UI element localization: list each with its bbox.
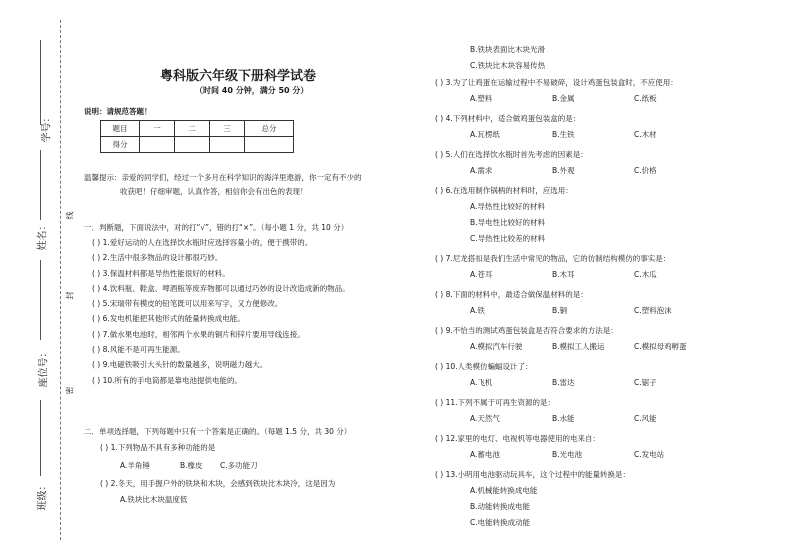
option[interactable]: A.苍耳: [470, 270, 493, 279]
section1-heading: 一．判断题，下面说法中，对的打“√”，错的打“×”。（每小题 1 分，共 10 分）: [84, 223, 349, 232]
question-text[interactable]: ( ) 9.不恰当的测试鸡蛋包装盒是否符合要求的方法是：: [435, 326, 618, 335]
name-label: 姓名：: [37, 220, 49, 251]
option[interactable]: B.外观: [552, 166, 575, 175]
instruction: 说明：请规范答题！: [84, 107, 152, 116]
options-row: [435, 165, 716, 185]
option[interactable]: B.雷达: [552, 378, 575, 387]
option[interactable]: C.电能转换成动能: [470, 518, 531, 527]
judgment-item[interactable]: ( ) 4.饮料瓶、鞋盒、啤酒瓶等废弃物都可以通过巧妙的设计改造成新的物品。: [92, 283, 350, 293]
tip-line-1: 温馨提示：亲爱的同学们，经过一个多月在科学知识的海洋里遨游，你一定有不少的: [84, 173, 362, 182]
q1-options: [120, 460, 302, 471]
judgment-item[interactable]: ( ) 1.爱好运动的人在选择饮水瓶时应选择容量小的，便于携带的。: [92, 238, 313, 247]
score-table: [100, 120, 294, 153]
exam-title: 粤科版六年级下册科学试卷: [160, 69, 317, 84]
option[interactable]: C.木材: [634, 130, 657, 139]
options-row: [435, 377, 716, 397]
judgment-item[interactable]: ( ) 6.发电机能把其他形式的能量转换成电能。: [92, 314, 245, 324]
score-cell[interactable]: [245, 137, 294, 153]
question-text[interactable]: ( ) 8.下面的材料中，最适合做保温材料的是：: [435, 290, 588, 299]
q2-option-a[interactable]: A.铁块比木块温度低: [120, 495, 188, 504]
options-row: [435, 129, 716, 149]
seal-char-seal: 封: [65, 291, 75, 300]
judgment-item[interactable]: ( ) 8.风能不是可再生能源。: [92, 345, 185, 355]
option[interactable]: A.塑料: [470, 94, 493, 103]
question-text[interactable]: ( ) 13.小明用电池驱动玩具车，这个过程中的能量转换是：: [435, 470, 631, 479]
options-row: [435, 413, 716, 433]
options-row: [435, 305, 716, 325]
question-text[interactable]: ( ) 4.下列材料中，适合做鸡蛋包装盒的是：: [435, 114, 581, 123]
question-text[interactable]: ( ) 11.下列不属于可再生资源的是：: [435, 398, 556, 407]
question-text[interactable]: ( ) 6.在选用制作锅柄的材料时，应选用：: [435, 186, 573, 195]
judgment-item[interactable]: ( ) 10.所有的手电筒都是靠电池提供电能的。: [92, 375, 243, 385]
score-cell[interactable]: [140, 137, 175, 153]
option[interactable]: C.模拟母鸡孵蛋: [634, 342, 687, 351]
option[interactable]: B.铜: [552, 306, 568, 315]
seat-no-line[interactable]: [40, 260, 41, 340]
option[interactable]: C.多功能刀: [220, 461, 258, 470]
option[interactable]: B.金属: [552, 94, 575, 103]
q2-option-c[interactable]: C.铁块比木块容易传热: [470, 61, 546, 70]
question-block: [435, 77, 716, 533]
score-header-cell: 题目: [101, 121, 140, 137]
class-line[interactable]: [40, 400, 41, 476]
option[interactable]: C.导热性比较差的材料: [470, 234, 546, 243]
section2-heading: 二．单项选择题，下列每题中只有一个答案是正确的。（每题 1.5 分，共 30 分）: [84, 427, 352, 436]
seal-char-line: 线: [65, 211, 75, 220]
option[interactable]: B.导电性比较好的材料: [470, 218, 546, 227]
seal-char-secret: 密: [65, 386, 75, 395]
student-no-line[interactable]: [40, 40, 41, 125]
question-text[interactable]: ( ) 3.为了让鸡蛋在运输过程中不易破碎，设计鸡蛋包装盒时，不应使用：: [435, 78, 678, 87]
score-header-cell: 一: [140, 121, 175, 137]
judgment-item[interactable]: ( ) 9.电磁铁吸引大头针的数量越多，说明磁力越大。: [92, 360, 268, 370]
option[interactable]: B.动能转换成电能: [470, 502, 531, 511]
options-row: [435, 449, 716, 469]
seal-line: [60, 20, 61, 540]
option[interactable]: C.价格: [634, 166, 657, 175]
option[interactable]: B.橡皮: [180, 461, 203, 470]
option[interactable]: C.发电站: [634, 450, 665, 459]
option[interactable]: C.木瓜: [634, 270, 657, 279]
option[interactable]: A.蓄电池: [470, 450, 500, 459]
option[interactable]: A.机械能转换成电能: [470, 486, 538, 495]
option[interactable]: A.瓦楞纸: [470, 130, 500, 139]
option[interactable]: B.木耳: [552, 270, 575, 279]
options-row: [435, 269, 716, 289]
class-label: 班级：: [37, 480, 49, 511]
score-header-cell: 总分: [245, 121, 294, 137]
judgment-item[interactable]: ( ) 5.宋瑞带有模皮的铅笔既可以用来写字，又方便修改。: [92, 299, 283, 309]
q2-option-b[interactable]: B.铁块表面比木块光滑: [470, 45, 546, 54]
question-text[interactable]: ( ) 12.家里的电灯、电视机等电器使用的电来自：: [435, 434, 601, 443]
option[interactable]: B.生铁: [552, 130, 575, 139]
option[interactable]: B.模拟工人搬运: [552, 342, 605, 351]
judgment-list: [92, 237, 350, 390]
option[interactable]: B.水能: [552, 414, 575, 423]
score-cell[interactable]: [175, 137, 210, 153]
option[interactable]: A.飞机: [470, 378, 493, 387]
score-header-cell: 二: [175, 121, 210, 137]
option[interactable]: A.模拟汽车行驶: [470, 342, 523, 351]
score-header-cell: 三: [210, 121, 245, 137]
option[interactable]: A.羊角锤: [120, 461, 150, 470]
option[interactable]: A.需求: [470, 166, 493, 175]
question-text[interactable]: ( ) 10.人类模仿蝙蝠设计了：: [435, 362, 533, 371]
score-row-label: 得分: [101, 137, 140, 153]
judgment-item[interactable]: ( ) 7.做水果电池时，相邻两个水果的铜片和锌片要用导线连接。: [92, 329, 305, 339]
student-no-label: 学号：: [41, 112, 53, 143]
tip-line-2: 收获吧！仔细审题，认真作答，相信你会有出色的表现！: [120, 187, 308, 196]
exam-subtitle: （时间 40 分钟，满分 50 分）: [195, 86, 309, 95]
option[interactable]: C.塑料泡沫: [634, 306, 672, 315]
question-1[interactable]: ( ) 1.下列物品不具有多种功能的是: [100, 443, 216, 452]
option[interactable]: B.光电池: [552, 450, 583, 459]
score-cell[interactable]: [210, 137, 245, 153]
options-row: [435, 341, 716, 361]
options-row: [435, 93, 716, 113]
option[interactable]: A.天然气: [470, 414, 500, 423]
option[interactable]: C.纸板: [634, 94, 657, 103]
option[interactable]: C.锯子: [634, 378, 657, 387]
seat-no-label: 座位号：: [38, 347, 50, 388]
option[interactable]: C.风能: [634, 414, 657, 423]
question-text[interactable]: ( ) 5.人们在选择饮水瓶时首先考虑的因素是：: [435, 150, 588, 159]
name-line[interactable]: [40, 150, 41, 220]
option[interactable]: A.导热性比较好的材料: [470, 202, 545, 211]
judgment-item[interactable]: ( ) 2.生活中很多物品的设计都很巧妙。: [92, 253, 223, 263]
question-text[interactable]: ( ) 7.尼龙搭扣是我们生活中常见的物品，它的仿制结构模仿的事实是：: [435, 254, 671, 263]
option[interactable]: A.铁: [470, 306, 485, 315]
question-2[interactable]: ( ) 2.冬天，用手握户外的铁块和木块，会感到铁块比木块冷，这是因为: [100, 479, 336, 488]
judgment-item[interactable]: ( ) 3.保温材料都是导热性能很好的材料。: [92, 268, 230, 278]
